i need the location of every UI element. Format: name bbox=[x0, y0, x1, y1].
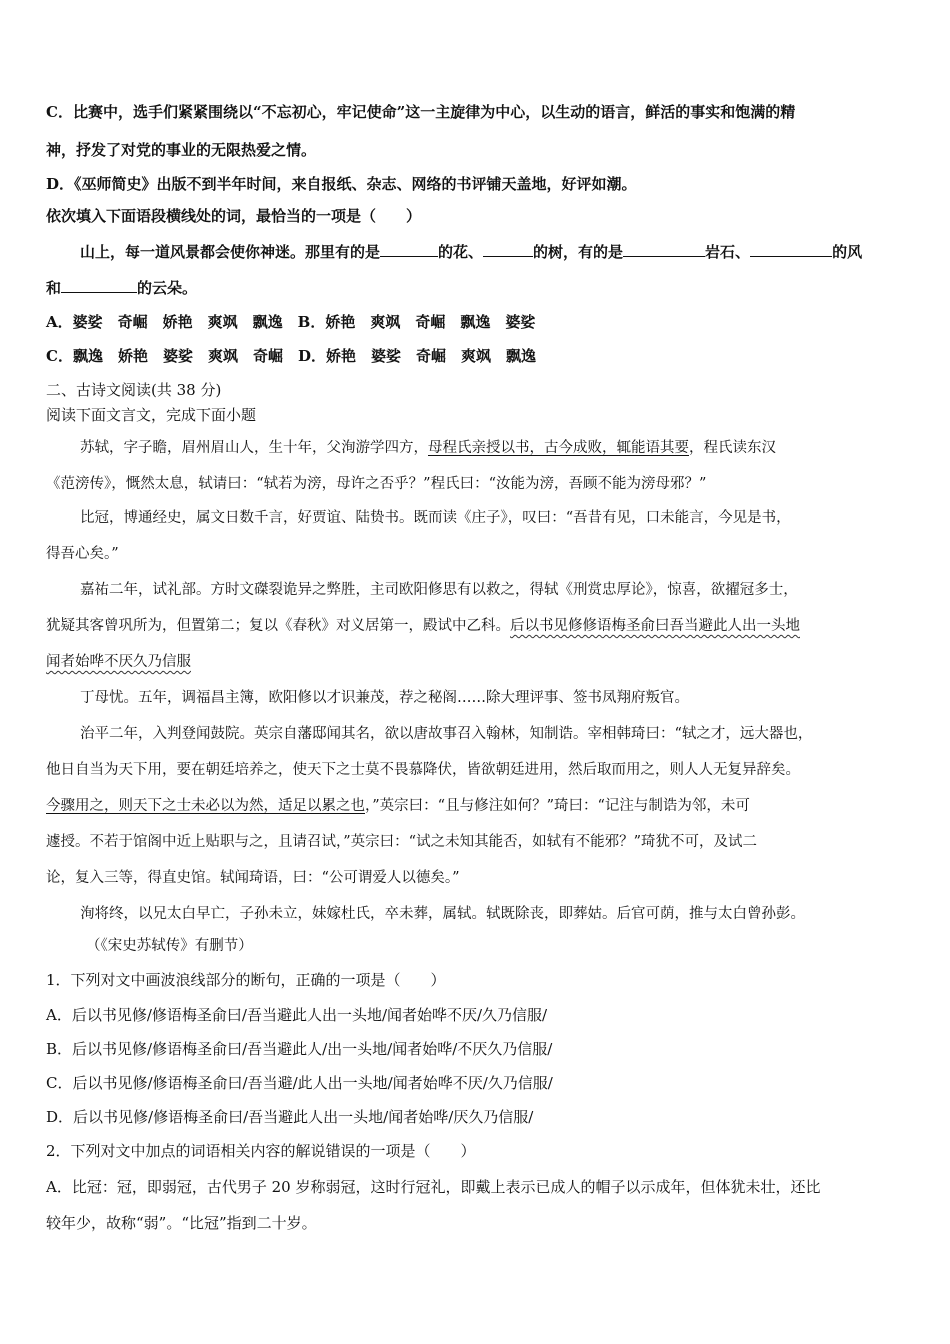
fill-options-ab: A．婆娑 奇崛 娇艳 爽飒 飘逸 B．娇艳 爽飒 奇崛 飘逸 婆娑 bbox=[46, 313, 536, 331]
passage-p5-line3: 今骤用之，则天下之士未必以为然，适足以累之也，”英宗曰：“且与修注如何？”琦曰：“记注与制诰为邻，未可 bbox=[46, 798, 750, 814]
question-2-option-a-line2: 较年少，故称“弱”。“比冠”指到二十岁。 bbox=[46, 1214, 317, 1232]
passage-p3-line1: 嘉祐二年，试礼部。方时文磔裂诡异之弊胜，主司欧阳修思有以救之，得轼《刑赏忠厚论》，惊喜，欲擢冠多士， bbox=[80, 582, 798, 598]
fill-paragraph-line1: 山上，每一道风景都会使你神迷。那里有的是 的花、 的树，有的是 岩石、 的风 bbox=[80, 243, 863, 261]
section-instruction: 阅读下面文言文，完成下面小题 bbox=[46, 406, 257, 424]
passage-p5-line1: 治平二年，入判登闻鼓院。英宗自藩邸闻其名，欲以唐故事召入翰林，知制诰。宰相韩琦曰：“轼之才，远大器也， bbox=[80, 726, 813, 742]
passage-p1-line2: 《范滂传》，慨然太息，轼请曰：“轼若为滂，母许之否乎？”程氏曰：“汝能为滂，吾顾不能为滂母邪？” bbox=[46, 476, 707, 492]
question-2: 2．下列对文中加点的词语相关内容的解说错误的一项是（ ） bbox=[46, 1142, 476, 1160]
passage-source: （《宋史苏轼传》有删节） bbox=[86, 938, 253, 954]
question-1: 1．下列对文中画波浪线部分的断句，正确的一项是（ ） bbox=[46, 971, 446, 989]
passage-p6-line1: 洵将终，以兄太白早亡，子孙未立，妹嫁杜氏，卒未葬，属轼。轼既除丧，即葬姑。后官可荫，推与太白曾孙彭。 bbox=[80, 906, 805, 922]
section-heading: 二、古诗文阅读(共 38 分) bbox=[46, 381, 222, 399]
fill-options-cd: C．飘逸 娇艳 婆娑 爽飒 奇崛 D．娇艳 婆娑 奇崛 爽飒 飘逸 bbox=[46, 347, 536, 365]
blank-4 bbox=[750, 242, 832, 257]
passage-p4-line1: 丁母忧。五年，调福昌主簿，欧阳修以才识兼茂，荐之秘阁……除大理评事、签书凤翔府叛官。 bbox=[80, 690, 689, 706]
passage-p2-line1: 比冠，博通经史，属文日数千言，好贾谊、陆贽书。既而读《庄子》，叹曰：“吾昔有见，口未能言，今见是书， bbox=[80, 510, 791, 526]
question-1-option-d: D．后以书见修/修语梅圣俞曰/吾当避此人出一头地/闻者始哗/厌久乃信服/ bbox=[46, 1108, 534, 1126]
question-1-option-b: B．后以书见修/修语梅圣俞曰/吾当避此人/出一头地/闻者始哗/不厌久乃信服/ bbox=[46, 1040, 553, 1058]
fill-question-stem: 依次填入下面语段横线处的词，最恰当的一项是（ ） bbox=[46, 207, 422, 225]
question-2-option-a-line1: A．比冠：冠，即弱冠，古代男子 20 岁称弱冠，这时行冠礼，即戴上表示已成人的帽子以示成年，但体犹未壮，还比 bbox=[46, 1178, 821, 1196]
wavy-underline-sentence-cont: 闻者始哗不厌久乃信服 bbox=[46, 654, 191, 670]
passage-p1-line1: 苏轼，字子瞻，眉州眉山人，生十年，父洵游学四方，母程氏亲授以书，古今成败，辄能语其要，程氏读东汉 bbox=[80, 440, 776, 456]
option-c-line1: C．比赛中，选手们紧紧围绕以“不忘初心，牢记使命”这一主旋律为中心，以生动的语言，鲜活的事实和饱满的精 bbox=[46, 103, 796, 121]
question-1-option-c: C．后以书见修/修语梅圣俞曰/吾当避/此人出一头地/闻者始哗不厌/久乃信服/ bbox=[46, 1074, 553, 1092]
wavy-underline-sentence: 后以书见修修语梅圣俞曰吾当避此人出一头地 bbox=[510, 618, 800, 634]
passage-p5-line5: 论，复入三等，得直史馆。轼闻琦语，曰：“公可谓爱人以德矣。” bbox=[46, 870, 460, 886]
blank-5 bbox=[61, 278, 137, 293]
question-1-option-a: A．后以书见修/修语梅圣俞曰/吾当避此人出一头地/闻者始哗不厌/久乃信服/ bbox=[46, 1006, 548, 1024]
fill-paragraph-line2: 和 的云朵。 bbox=[46, 279, 198, 297]
underlined-sentence-2: 今骤用之，则天下之士未必以为然，适足以累之也 bbox=[46, 798, 365, 814]
option-d-line: D．《巫师简史》出版不到半年时间，来自报纸、杂志、网络的书评铺天盖地，好评如潮。 bbox=[46, 175, 637, 193]
underlined-sentence-1: 母程氏亲授以书，古今成败，辄能语其要 bbox=[428, 440, 689, 456]
passage-p3-line2: 犹疑其客曾巩所为，但置第二；复以《春秋》对义居第一，殿试中乙科。后以书见修修语梅圣俞曰吾当避此人出一头地 bbox=[46, 618, 800, 634]
passage-p5-line2: 他日自当为天下用，要在朝廷培养之，使天下之士莫不畏慕降伏，皆欲朝廷进用，然后取而用之，则人人无复异辞矣。 bbox=[46, 762, 800, 778]
blank-1 bbox=[380, 242, 438, 257]
blank-2 bbox=[483, 242, 533, 257]
passage-p5-line4: 遽授。不若于馆阁中近上贴职与之，且请召试，”英宗曰：“试之未知其能否，如轼有不能邪？”琦犹不可，及试二 bbox=[46, 834, 757, 850]
blank-3 bbox=[623, 242, 705, 257]
passage-p2-line2: 得吾心矣。” bbox=[46, 546, 119, 562]
passage-p3-line3 bbox=[46, 652, 191, 672]
option-c-line2: 神，抒发了对党的事业的无限热爱之情。 bbox=[46, 141, 317, 159]
